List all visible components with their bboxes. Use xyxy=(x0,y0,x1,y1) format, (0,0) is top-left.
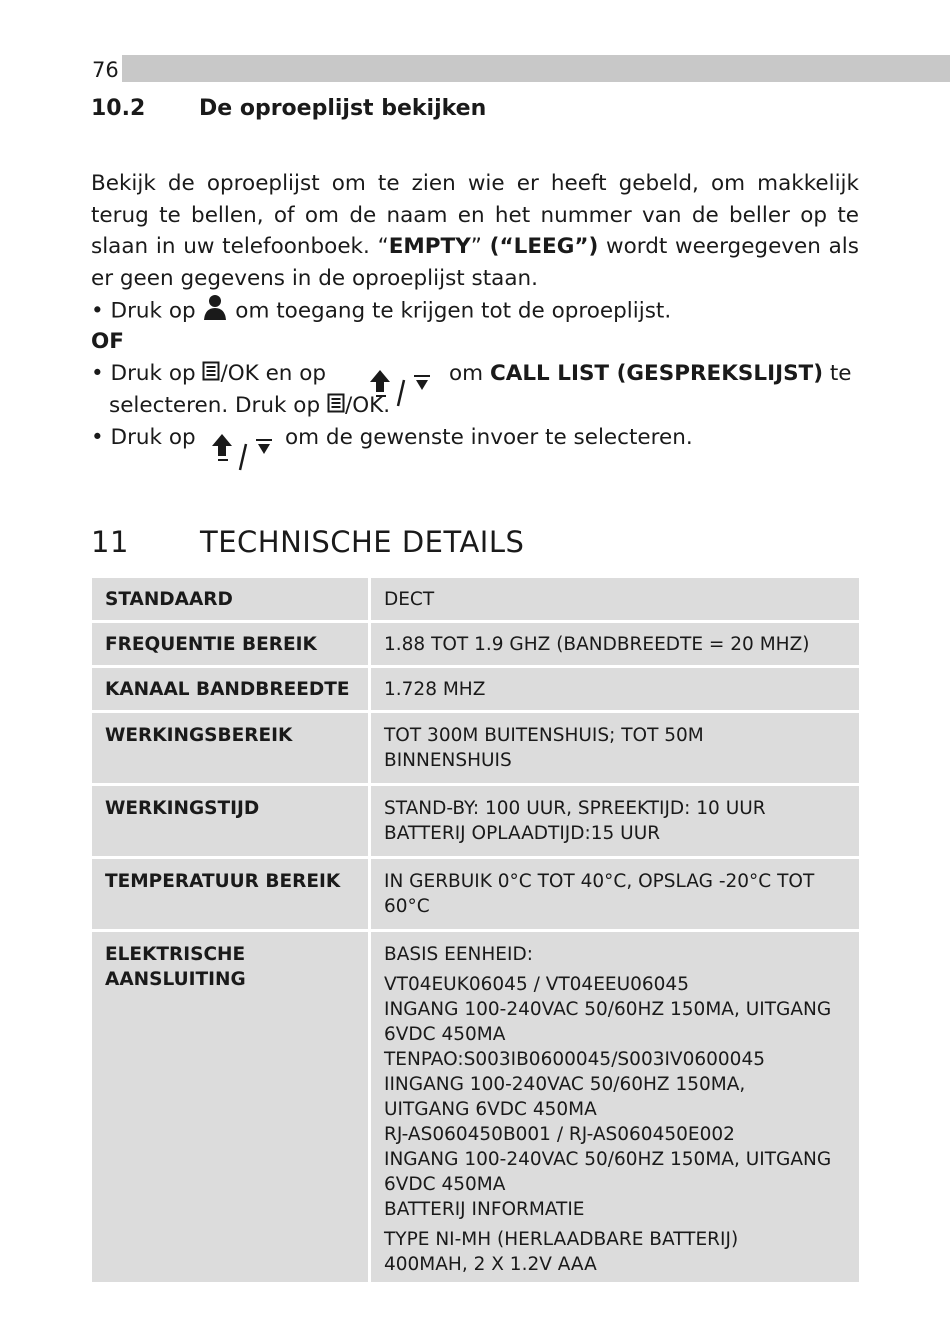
empty-label: EMPTY xyxy=(388,234,471,259)
section-number: 10.2 xyxy=(91,96,146,121)
spec-value-line: TENPAO:S003IB0600045/S003IV0600045 xyxy=(384,1049,765,1070)
bullet-2 xyxy=(91,358,326,390)
bullet-3-end: om de gewenste invoer te selecteren. xyxy=(285,425,693,450)
spec-value-line: TOT 300M BUITENSHUIS; TOT 50M xyxy=(384,725,704,746)
bullet-2-call-list xyxy=(449,358,852,389)
spec-value xyxy=(371,668,859,710)
section-title: TECHNISCHE DETAILS xyxy=(200,525,525,559)
spec-value xyxy=(371,578,859,620)
spec-value-line: BATTERIJ INFORMATIE xyxy=(384,1199,585,1220)
spec-value-line: 400MAH, 2 X 1.2V AAA xyxy=(384,1254,597,1275)
spec-value-line: 1.728 MHZ xyxy=(384,679,486,700)
intro-paragraph xyxy=(91,168,859,294)
bullet-1 xyxy=(91,293,671,330)
table-row xyxy=(92,713,859,786)
spec-value-line: 1.88 TOT 1.9 GHZ (BANDBREEDTE = 20 MHZ) xyxy=(384,634,810,655)
menu-icon xyxy=(327,391,345,422)
intro-quote: ” xyxy=(470,234,490,259)
intro-text-end: wordt weergegeven als er geen gegevens in de oproeplijst staan. xyxy=(91,234,859,291)
spec-value-line: IINGANG 100-240VAC 50/60HZ 150MA, xyxy=(384,1074,746,1095)
spec-value-line: BASIS EENHEID: xyxy=(384,944,533,965)
bullet-2-text: • Druk op xyxy=(91,361,203,386)
person-icon xyxy=(202,293,228,330)
ok-label: /OK xyxy=(344,393,384,418)
intro-text: Bekijk de oproeplijst om te zien wie er heeft gebeld, om makkelijk terug te bellen, of om de naam en het nummer van de beller op te slaan in uw telefoonboek. “ xyxy=(91,171,859,259)
bullet-2-line-2-text: selecteren. Druk op xyxy=(109,393,327,418)
bullet-3 xyxy=(91,422,196,453)
section-title: De oproeplijst bekijken xyxy=(199,96,487,121)
header-bar xyxy=(92,55,950,82)
bullet-3-text: • Druk op xyxy=(91,425,196,450)
menu-icon xyxy=(202,359,220,390)
spec-key: WERKINGSTIJD xyxy=(92,786,371,856)
spec-value-line: INGANG 100-240VAC 50/60HZ 150MA, UITGANG xyxy=(384,999,832,1020)
spec-value-line: 60°C xyxy=(384,896,430,917)
bullet-2-end: . xyxy=(383,393,391,418)
spec-value-line: STAND-BY: 100 UUR, SPREEKTIJD: 10 UUR xyxy=(384,798,766,819)
table-row xyxy=(92,623,859,668)
table-row xyxy=(92,668,859,713)
table-row xyxy=(92,578,859,623)
spec-value xyxy=(371,713,859,783)
call-list-label: CALL LIST (GESPREKSLIJST) xyxy=(489,361,824,386)
spec-value-line: VT04EUK06045 / VT04EEU06045 xyxy=(384,974,689,995)
spec-value-line: DECT xyxy=(384,589,435,610)
spec-value-line: 6VDC 450MA xyxy=(384,1024,506,1045)
table-row xyxy=(92,932,859,1285)
spec-key: STANDAARD xyxy=(92,578,371,620)
spec-value xyxy=(371,786,859,856)
spec-value-line: BINNENSHUIS xyxy=(384,750,512,771)
ok-label: /OK xyxy=(220,361,259,386)
spec-key: TEMPERATUUR BEREIK xyxy=(92,859,371,929)
spec-key: KANAAL BANDBREEDTE xyxy=(92,668,371,710)
spec-value-line: 6VDC 450MA xyxy=(384,1174,506,1195)
bullet-1-text-end: om toegang te krijgen tot de oproeplijst. xyxy=(228,298,672,324)
spec-key: FREQUENTIE BEREIK xyxy=(92,623,371,665)
bullet-2-line-2 xyxy=(109,390,390,422)
leeg-label: (“LEEG”) xyxy=(489,234,599,259)
section-number: 11 xyxy=(91,525,129,559)
up-down-arrows-icon xyxy=(210,430,282,478)
spec-value xyxy=(371,932,859,1282)
bullet-2-om: om xyxy=(449,361,490,386)
section-heading-11 xyxy=(91,525,524,559)
bullet-2-mid: en op xyxy=(258,361,327,386)
spec-value-line: BATTERIJ OPLAADTIJD:15 UUR xyxy=(384,823,661,844)
section-heading-10-2 xyxy=(91,96,486,121)
or-label: OF xyxy=(91,329,124,354)
page-number: 76 xyxy=(92,55,122,82)
spec-value xyxy=(371,623,859,665)
spec-value-line: IN GERBUIK 0°C TOT 40°C, OPSLAG -20°C TOT xyxy=(384,871,815,892)
spec-value-line: INGANG 100-240VAC 50/60HZ 150MA, UITGANG xyxy=(384,1149,832,1170)
bullet-2-te: te xyxy=(823,361,852,386)
spec-key: WERKINGSBEREIK xyxy=(92,713,371,783)
bullet-1-text: • Druk op xyxy=(91,298,203,324)
spec-value-line: TYPE NI-MH (HERLAADBARE BATTERIJ) xyxy=(384,1229,739,1250)
spec-value xyxy=(371,859,859,929)
table-row xyxy=(92,786,859,859)
table-row xyxy=(92,859,859,932)
spec-value-line: RJ-AS060450B001 / RJ-AS060450E002 xyxy=(384,1124,735,1145)
spec-value-line: UITGANG 6VDC 450MA xyxy=(384,1099,597,1120)
spec-key: ELEKTRISCHE AANSLUITING xyxy=(92,932,371,1282)
spec-table xyxy=(92,578,859,1285)
